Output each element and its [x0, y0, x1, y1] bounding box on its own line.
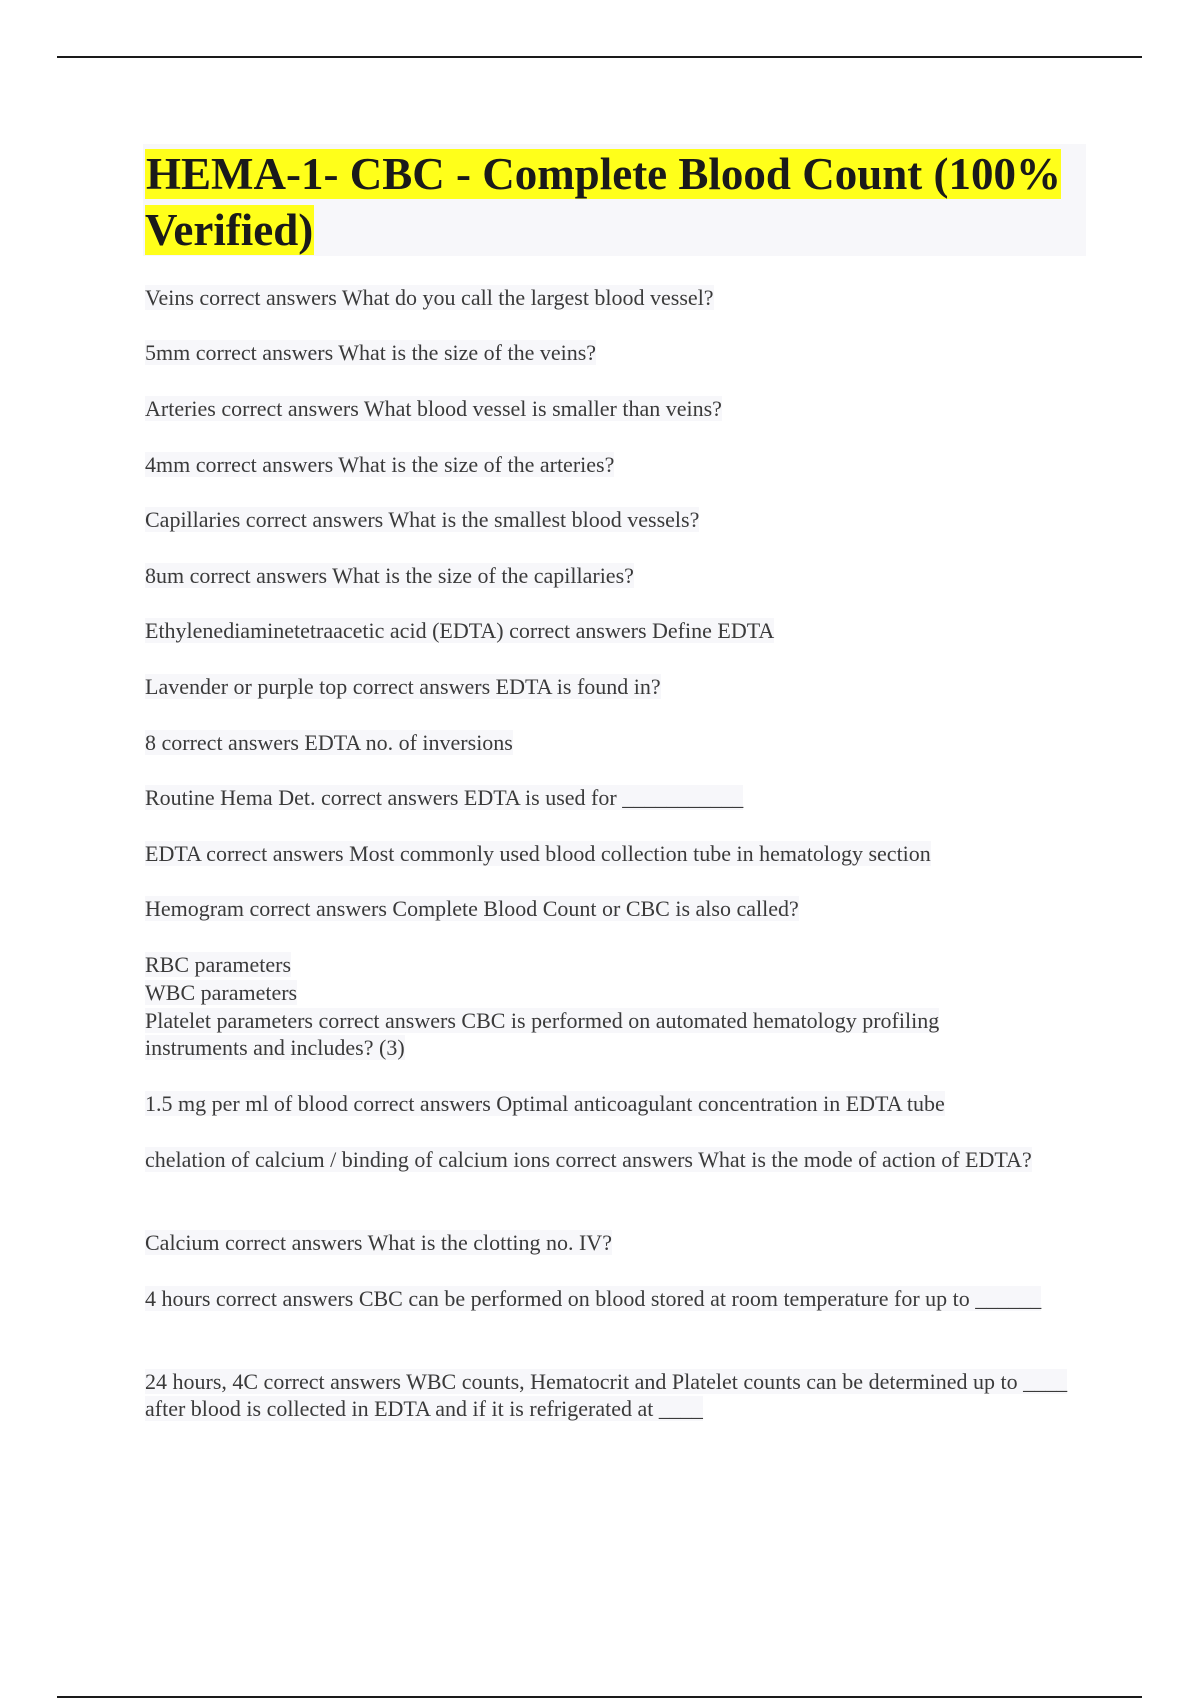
qa-item-4: 4mm correct answers What is the size of the arteries? — [145, 452, 615, 477]
qa-item-12: Hemogram correct answers Complete Blood Count or CBC is also called? — [145, 896, 799, 921]
qa-item-13-line-2: WBC parameters — [145, 980, 298, 1005]
qa-item-1: Veins correct answers What do you call the largest blood vessel? — [145, 285, 714, 310]
qa-item-15: chelation of calcium / binding of calcium ions correct answers What is the mode of action of EDTA? — [145, 1147, 1032, 1172]
qa-item-3: Arteries correct answers What blood vessel is smaller than veins? — [145, 396, 722, 421]
qa-item-10: Routine Hema Det. correct answers EDTA is used for ___________ — [145, 785, 744, 810]
bottom-rule — [57, 1696, 1142, 1698]
qa-item-8: Lavender or purple top correct answers EDTA is found in? — [145, 674, 661, 699]
qa-item-5: Capillaries correct answers What is the smallest blood vessels? — [145, 507, 700, 532]
qa-item-9: 8 correct answers EDTA no. of inversions — [145, 730, 513, 755]
qa-item-11: EDTA correct answers Most commonly used blood collection tube in hematology section — [145, 841, 931, 866]
qa-item-16: Calcium correct answers What is the clotting no. IV? — [145, 1230, 612, 1255]
qa-item-2: 5mm correct answers What is the size of the veins? — [145, 340, 597, 365]
qa-item-18: 24 hours, 4C correct answers WBC counts, Hematocrit and Platelet counts can be determined up to ____ after blood is collected in EDTA and if it is refrigerated at ____ — [145, 1369, 1068, 1421]
qa-item-14: 1.5 mg per ml of blood correct answers Optimal anticoagulant concentration in EDTA tube — [145, 1091, 945, 1116]
top-rule — [57, 56, 1142, 58]
qa-item-13-line-1: RBC parameters — [145, 952, 292, 977]
document-title — [145, 146, 1075, 258]
qa-item-17: 4 hours correct answers CBC can be performed on blood stored at room temperature for up to ______ — [145, 1286, 1042, 1311]
qa-item-6: 8um correct answers What is the size of the capillaries? — [145, 563, 634, 588]
qa-item-13-line-3: Platelet parameters correct answers CBC is performed on automated hematology profiling instruments and includes? (3) — [145, 1008, 940, 1060]
qa-item-7: Ethylenediaminetetraacetic acid (EDTA) correct answers Define EDTA — [145, 618, 775, 643]
title-highlight: HEMA-1- CBC - Complete Blood Count (100% Verified) — [145, 149, 1061, 255]
